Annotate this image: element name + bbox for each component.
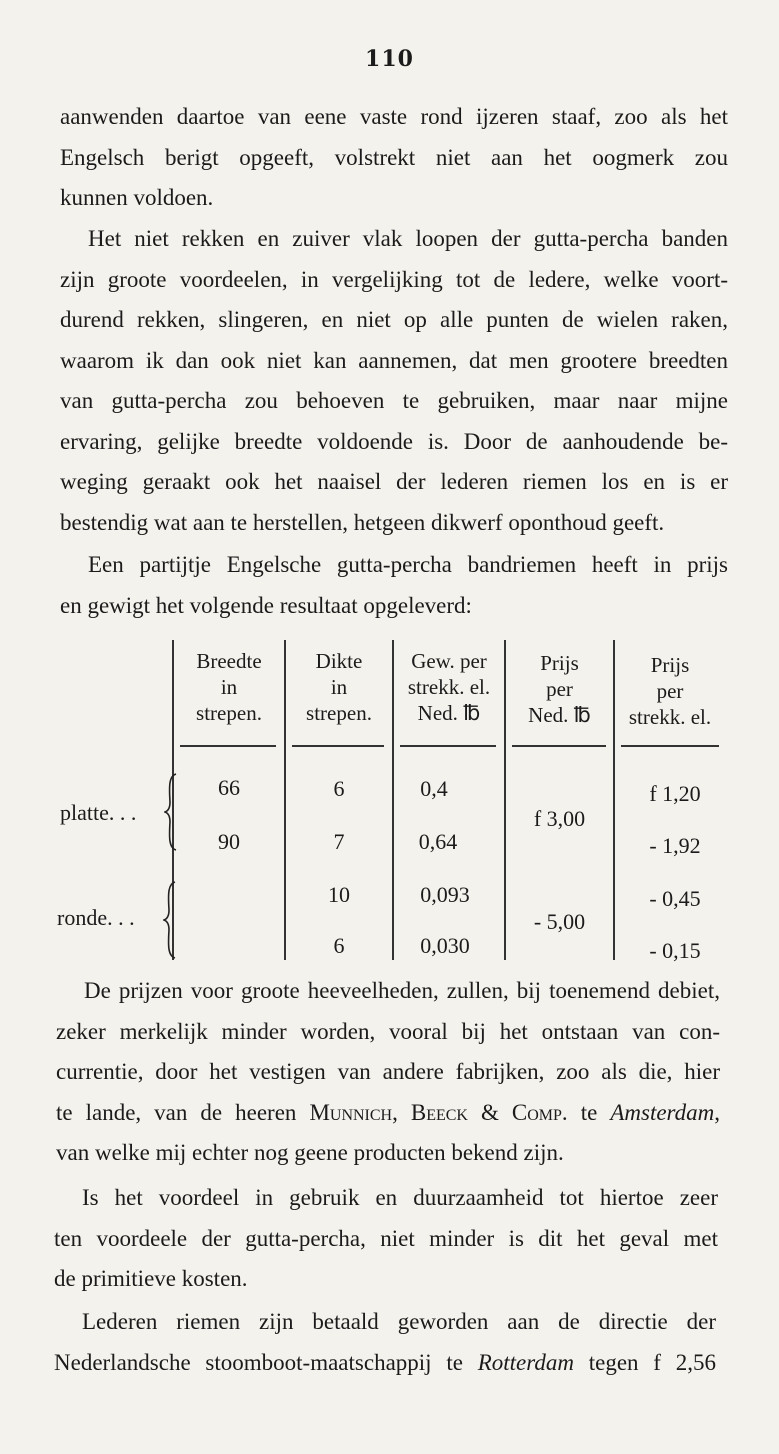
text-line: De prijzen voor groote heeveelheden, zullen, bij toenemend debiet, (84, 978, 720, 1003)
cell-dikte: 7 (333, 829, 345, 854)
company-name: Munnich, Beeck & Comp. (309, 1099, 568, 1125)
text-run: te lande, van de heeren (56, 1099, 310, 1125)
header-rule (292, 745, 384, 747)
text-run: , (714, 1099, 720, 1125)
paragraph-6 (54, 1302, 716, 1383)
place-name: Rotterdam (477, 1349, 574, 1375)
text-line: Engelsch berigt opgeeft, volstrekt niet aan het oogmerk zou (60, 144, 728, 170)
header-prijs-per-el (615, 652, 725, 730)
group-label-platte: platte. . . (60, 800, 137, 825)
group-label-ronde: ronde. . . (57, 905, 135, 930)
text-line: ervaring, gelijke breedte voldoende is. Door de aanhoudende be- (60, 428, 728, 454)
header-line: Ned. ℔ (417, 701, 481, 725)
cell-gewigt: 0,4 (420, 776, 448, 801)
cell-dikte: 6 (333, 776, 345, 801)
text-line: en gewigt het volgende resultaat opgeleverd: (60, 592, 472, 618)
text-line: durend rekken, slingeren, en niet op alle punten de wielen raken, (60, 307, 728, 332)
text-line: Lederen riemen zijn betaald geworden aan de directie der (82, 1309, 716, 1334)
text-line: waarom ik dan ook niet kan aannemen, dat men grootere breedten (60, 347, 728, 373)
header-line: Dikte (315, 649, 363, 673)
cell-breedte: 90 (218, 829, 240, 854)
text-line: Het niet rekken en zuiver vlak loopen der gutta-percha banden (88, 226, 728, 251)
text-line: weging geraakt ook het naaisel der lederen riemen los en is er (60, 469, 728, 494)
header-line: per (546, 677, 573, 701)
paragraph-5 (54, 1178, 718, 1300)
header-line: Prijs (650, 653, 690, 677)
cell-gewigt: 0,093 (420, 882, 470, 907)
text-line: currentie, door het vestigen van andere fabrijken, zoo als die, hier (56, 1059, 720, 1084)
cell-prijs-el: f 1,20 (649, 781, 701, 806)
text-line: van gutta-percha zou behoeven te gebruiken, maar naar mijne (60, 388, 728, 413)
header-rule (621, 745, 719, 747)
text-run: te (567, 1099, 611, 1125)
header-line: strepen. (196, 701, 262, 725)
paragraph-4 (56, 971, 720, 1174)
header-rule (180, 745, 276, 747)
header-gewigt (394, 648, 504, 726)
header-line: strekk. el. (628, 705, 712, 729)
place-name: Amsterdam (610, 1099, 715, 1125)
text-line (56, 1093, 720, 1134)
cell-gewigt: 0,64 (418, 829, 458, 854)
text-line: van welke mij echter nog geene producten bekend zijn. (56, 1140, 564, 1165)
cell-prijs-pond: - 5,00 (533, 909, 586, 934)
page-number: 110 (365, 46, 414, 72)
header-line: Prijs (540, 651, 579, 675)
header-line: strepen. (306, 701, 372, 725)
cell-prijs-el: - 0,45 (649, 886, 701, 911)
header-rule (400, 745, 496, 747)
cell-prijs-pond: f 3,00 (533, 806, 586, 831)
text-line: ten voordeele der gutta-percha, niet minder is dit het geval met (54, 1225, 718, 1251)
text-line: zeker merkelijk minder worden, vooral bij het ontstaan van con- (56, 1018, 720, 1044)
header-breedte (174, 648, 284, 726)
header-prijs-per-pond (506, 650, 613, 728)
brace-icon (163, 880, 179, 960)
cell-prijs-el: - 1,92 (649, 833, 701, 858)
text-run: Nederlandsche stoomboot-maatschappij te (54, 1349, 478, 1375)
header-line: in (330, 675, 348, 699)
cell-gewigt: 0,030 (420, 933, 470, 958)
text-line: zijn groote voordeelen, in vergelijking tot de ledere, welke voort- (60, 266, 728, 292)
text-line: Is het voordeel in gebruik en duurzaamheid tot hiertoe zeer (82, 1185, 718, 1210)
header-line: strekk. el. (407, 675, 491, 699)
text-line: de primitieve kosten. (54, 1266, 248, 1291)
cell-prijs-el: - 0,15 (649, 938, 701, 963)
header-line: Breedte (196, 649, 262, 673)
text-line: Een partijtje Engelsche gutta-percha bandriemen heeft in prijs (88, 552, 728, 577)
text-line (54, 1343, 716, 1384)
header-line: in (220, 675, 238, 699)
text-line: bestendig wat aan te herstellen, hetgeen dikwerf oponthoud geeft. (60, 509, 665, 535)
cell-dikte: 6 (333, 933, 345, 958)
text-line: kunnen voldoen. (60, 185, 214, 210)
header-line: Gew. per (411, 649, 487, 673)
text-run: tegen f 2,56 (573, 1349, 716, 1375)
cell-breedte: 66 (218, 775, 240, 800)
text-line: aanwenden daartoe van eene vaste rond ijzeren staaf, zoo als het (60, 104, 728, 129)
header-dikte (286, 648, 392, 726)
header-rule (512, 745, 606, 747)
header-line: Ned. ℔ (528, 703, 591, 727)
cell-dikte: 10 (328, 882, 350, 907)
header-line: per (656, 679, 684, 703)
